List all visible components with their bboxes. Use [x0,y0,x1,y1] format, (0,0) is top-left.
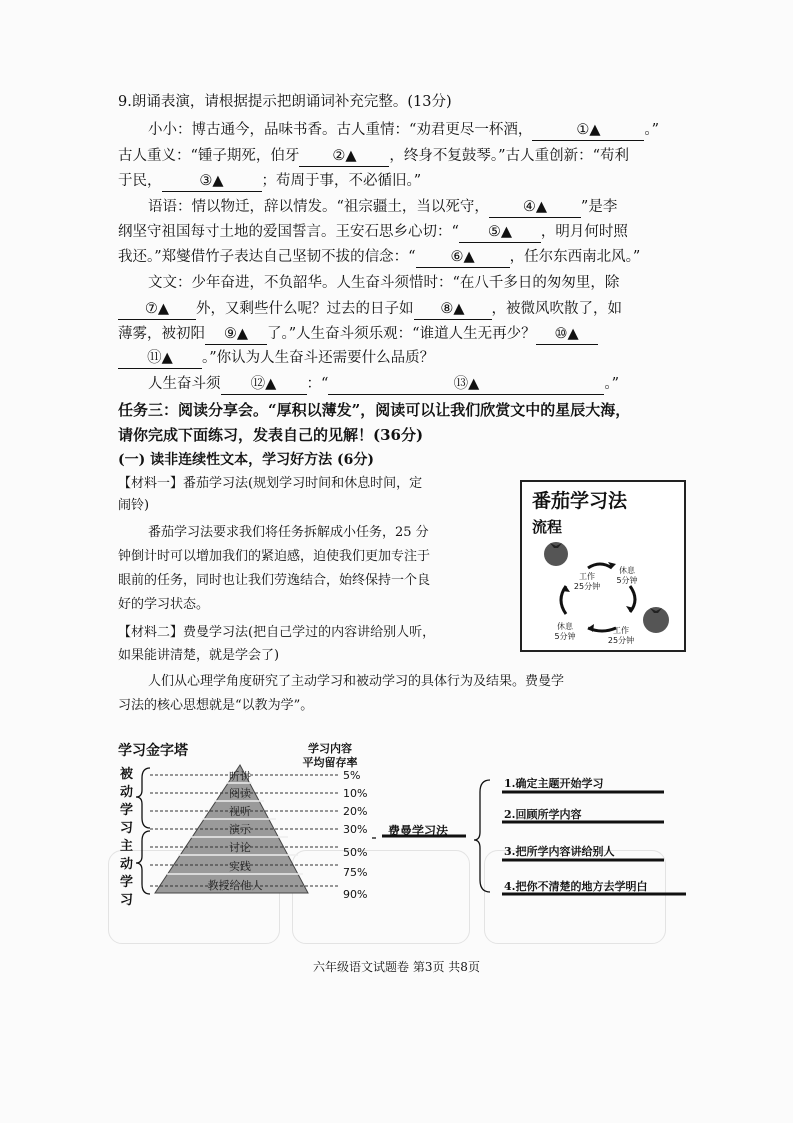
text: 。” [644,122,660,138]
text: 5分钟 [616,576,638,585]
text: 工作 [579,572,595,581]
material-2-para: 习法的核心思想就是“以教为学”。 [118,698,314,713]
text: 。” [604,376,620,392]
material-2-heading: 【材料二】费曼学习法(把自己学过的内容讲给别人听， [118,625,436,640]
label-passive-learning: 被动学习 [120,767,134,836]
pyramid-title: 学习金字塔 [118,743,188,759]
text: ：“ [306,376,329,392]
pyramid-level: 教授给他人 [207,879,263,892]
question-9-title: 9.朗诵表演，请根据提示把朗诵词补充完整。(13分) [118,94,452,110]
text: 薄雾，被初阳 [118,326,205,342]
text: 休息 [619,566,635,575]
pyramid-level: 阅读 [229,787,251,800]
blank-6[interactable]: ⑥▲ [416,247,510,268]
blank-13[interactable]: ⑬▲ [328,374,604,395]
feynman-bracket [474,780,490,892]
retention-rate: 90% [343,888,368,901]
text: ”是李 [580,199,618,215]
active-bracket [136,831,150,894]
blank-8[interactable]: ⑧▲ [414,299,492,320]
material-2-para: 人们从心理学角度研究了主动学习和被动学习的具体行为及结果。费曼学 [148,674,565,689]
retention-rate: 20% [343,805,368,818]
blank-7[interactable]: ⑦▲ [118,299,196,320]
material-1-para: 眼前的任务，同时也让我们劳逸结合，始终保持一个良 [118,573,431,588]
text: 学习内容 [308,742,352,755]
text: 纲坚守祖国每寸土地的爱国誓言。王安石思乡心切：“ [118,224,459,240]
blank-2[interactable]: ②▲ [299,146,389,167]
section-1-heading: (一) 读非连续性文本，学习好方法 (6分) [118,452,374,468]
blank-10[interactable]: ⑩▲ [536,324,598,345]
text: 小小：博古通今，品味书香。古人重情：“劝君更尽一杯酒， [148,122,533,138]
text: 古人重义：“锺子期死，伯牙 [118,148,300,164]
text: ，被微风吹散了，如 [491,301,622,317]
text: ，终身不复鼓琴。”古人重创新：“苟利 [389,148,629,164]
text: 我还。”郑燮借竹子表达自己坚韧不拔的信念：“ [118,249,416,265]
blank-12[interactable]: ⑫▲ [221,374,307,395]
text: 外，又剩些什么呢？过去的日子如 [196,301,414,317]
pyramid-level: 演示 [229,823,251,836]
text: ，任尔东西南北风。” [509,249,641,265]
feynman-step: 2.回顾所学内容 [504,808,582,821]
task3-line1: 任务三：阅读分享会。“厚积以薄发”，阅读可以让我们欣赏文中的星辰大海， [118,401,631,419]
retention-rate: 5% [343,769,361,782]
text: 25分钟 [607,636,635,645]
pomodoro-box-subtitle: 流程 [532,518,563,536]
blank-3[interactable]: ③▲ [162,171,262,192]
text: 于民， [118,173,162,189]
feynman-method-label: 费曼学习法 [388,824,449,838]
label-active-learning: 主动学习 [120,839,134,908]
text: 平均留存率 [302,756,358,769]
material-1-heading-cont: 闹铃) [118,498,150,513]
retention-rate: 50% [343,846,368,859]
blank-9[interactable]: ⑨▲ [205,324,267,345]
feynman-step: 1.确定主题开始学习 [504,777,604,790]
pyramid-level: 听讲 [229,770,251,783]
feynman-step: 4.把你不清楚的地方去学明白 [504,880,648,893]
text: 了。”人生奋斗须乐观：“谁道人生无再少？ [267,326,536,342]
blank-4[interactable]: ④▲ [489,197,581,218]
pyramid-level: 视听 [229,805,251,818]
material-2-heading-cont: 如果能讲清楚，就是学会了) [118,648,280,663]
text: ；苟周于事，不必循旧。” [261,173,422,189]
material-1-heading: 【材料一】番茄学习法(规划学习时间和休息时间，定 [118,476,423,491]
page-footer: 六年级语文试题卷 第3页 共8页 [313,960,480,974]
text: 。”你认为人生奋斗还需要什么品质？ [202,350,435,366]
pomodoro-box-title: 番茄学习法 [532,490,628,512]
text: 人生奋斗须 [148,376,221,392]
blank-5[interactable]: ⑤▲ [459,222,541,243]
pyramid-level: 讨论 [229,841,251,854]
task3-line2: 请你完成下面练习，发表自己的见解！(36分) [118,426,424,444]
blank-11[interactable]: ⑪▲ [118,348,202,369]
text: ，明月何时照 [540,224,628,240]
pyramid-level: 实践 [229,860,251,873]
material-1-para: 钟倒计时可以增加我们的紧迫感，迫使我们更加专注于 [118,549,431,564]
blank-1[interactable]: ①▲ [532,120,644,141]
text: 5分钟 [554,632,576,641]
material-1-para: 好的学习状态。 [118,597,210,612]
text: 语语：情以物迁，辞以情发。“祖宗疆土，当以死守， [148,199,489,215]
passive-bracket [136,768,150,828]
recitation-wenwen-line1: 文文：少年奋进，不负韶华。人生奋斗须惜时：“在八千多日的匆匆里，除 [148,275,620,291]
retention-rate: 75% [343,866,368,879]
feynman-step: 3.把所学内容讲给别人 [504,845,615,858]
text: 25分钟 [573,582,601,591]
text: 休息 [557,622,573,631]
retention-rate: 30% [343,823,368,836]
retention-rate: 10% [343,787,368,800]
text: 工作 [613,626,629,635]
material-1-para: 番茄学习法要求我们将任务拆解成小任务，25 分 [148,525,429,540]
